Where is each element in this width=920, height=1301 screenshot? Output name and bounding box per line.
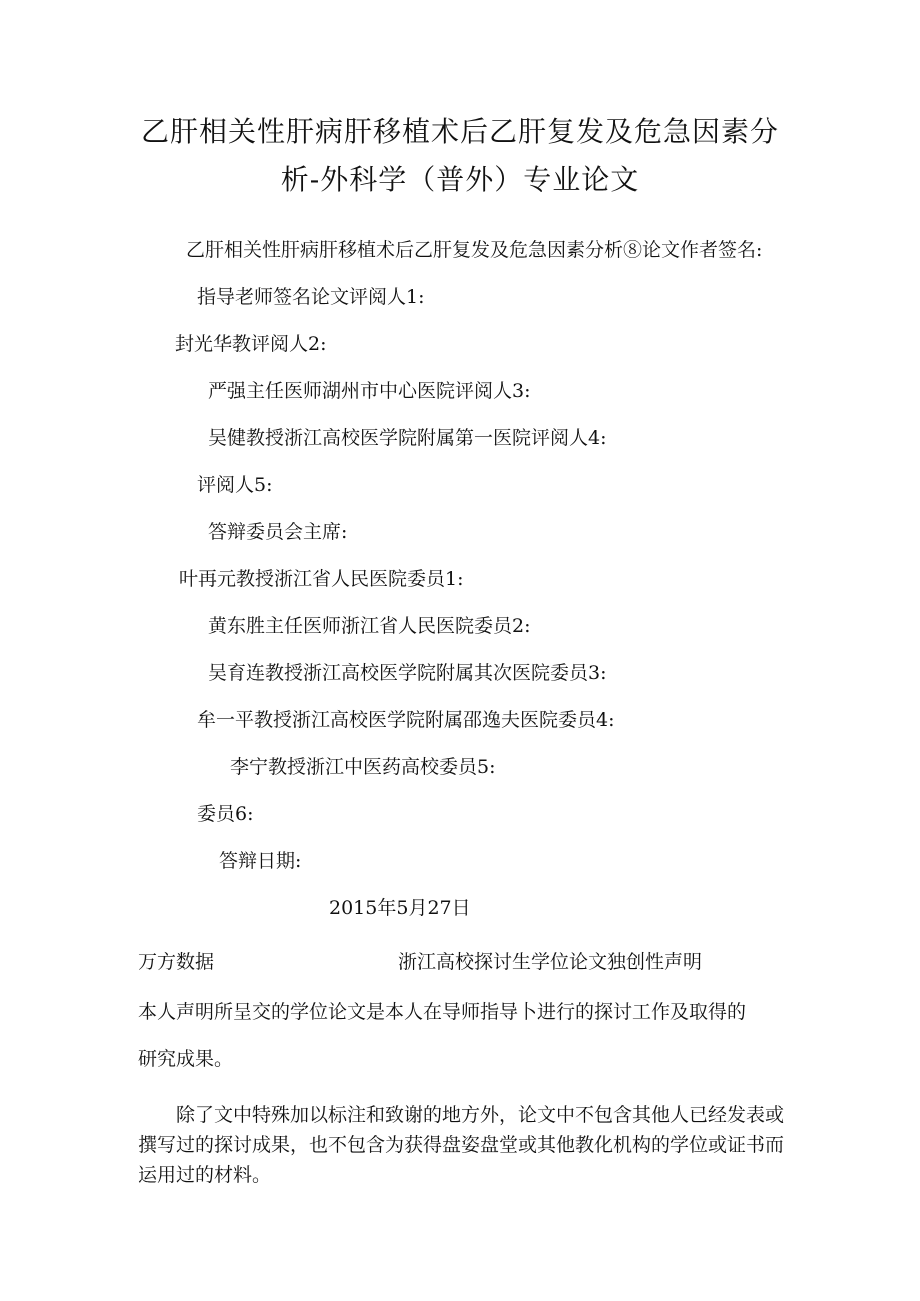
declaration-paragraph-1-line-1: 本人声明所呈交的学位论文是本人在导师指导卜进行的探讨工作及取得的 [138, 1001, 747, 1023]
committee-chair-line: 答辩委员会主席: [208, 521, 348, 543]
defense-date-value: 2015年5月27日 [329, 897, 471, 919]
defense-date-label: 答辩日期: [219, 850, 302, 872]
author-signature-line: 乙肝相关性肝病肝移植术后乙肝复发及危急因素分析⑧论文作者签名: [186, 239, 763, 261]
committee-member-2-line: 黄东胜主任医师浙江省人民医院委员2: [208, 615, 531, 637]
reviewer-3-line: 严强主任医师湖州市中心医院评阅人3: [208, 380, 531, 402]
reviewer-4-line: 吴健教授浙江高校医学院附属第一医院评阅人4: [208, 427, 607, 449]
reviewer-2-line: 封光华教评阅人2: [175, 333, 327, 355]
advisor-reviewer-1-line: 指导老师签名论文评阅人1: [197, 286, 425, 308]
declaration-paragraph-2: 除了文中特殊加以标注和致谢的地方外，论文中不包含其他人已经发表或撰写过的探讨成果，也不包含为获得盘姿盘堂或其他教化机构的学位或证书而运用过的材料。 [138, 1104, 785, 1186]
reviewer-5-line: 评阅人5: [197, 474, 273, 496]
thesis-title-line-2: 析-外科学（普外）专业论文 [280, 163, 640, 196]
committee-member-3-line: 吴育连教授浙江高校医学院附属其次医院委员3: [208, 662, 607, 684]
originality-declaration-heading: 浙江高校探讨生学位论文独创性声明 [398, 951, 703, 973]
committee-member-4-line: 牟一平教授浙江高校医学院附属邵逸夫医院委员4: [197, 709, 615, 731]
committee-member-1-line: 叶再元教授浙江省人民医院委员1: [179, 568, 464, 590]
declaration-paragraph-1-line-2: 研究成果。 [138, 1048, 234, 1070]
committee-member-5-line: 李宁教授浙江中医药高校委员5: [230, 756, 496, 778]
source-label: 万方数据 [138, 951, 215, 973]
thesis-title-line-1: 乙肝相关性肝病肝移植术后乙肝复发及危急因素分 [140, 115, 779, 148]
committee-member-6-line: 委员6: [197, 803, 254, 825]
